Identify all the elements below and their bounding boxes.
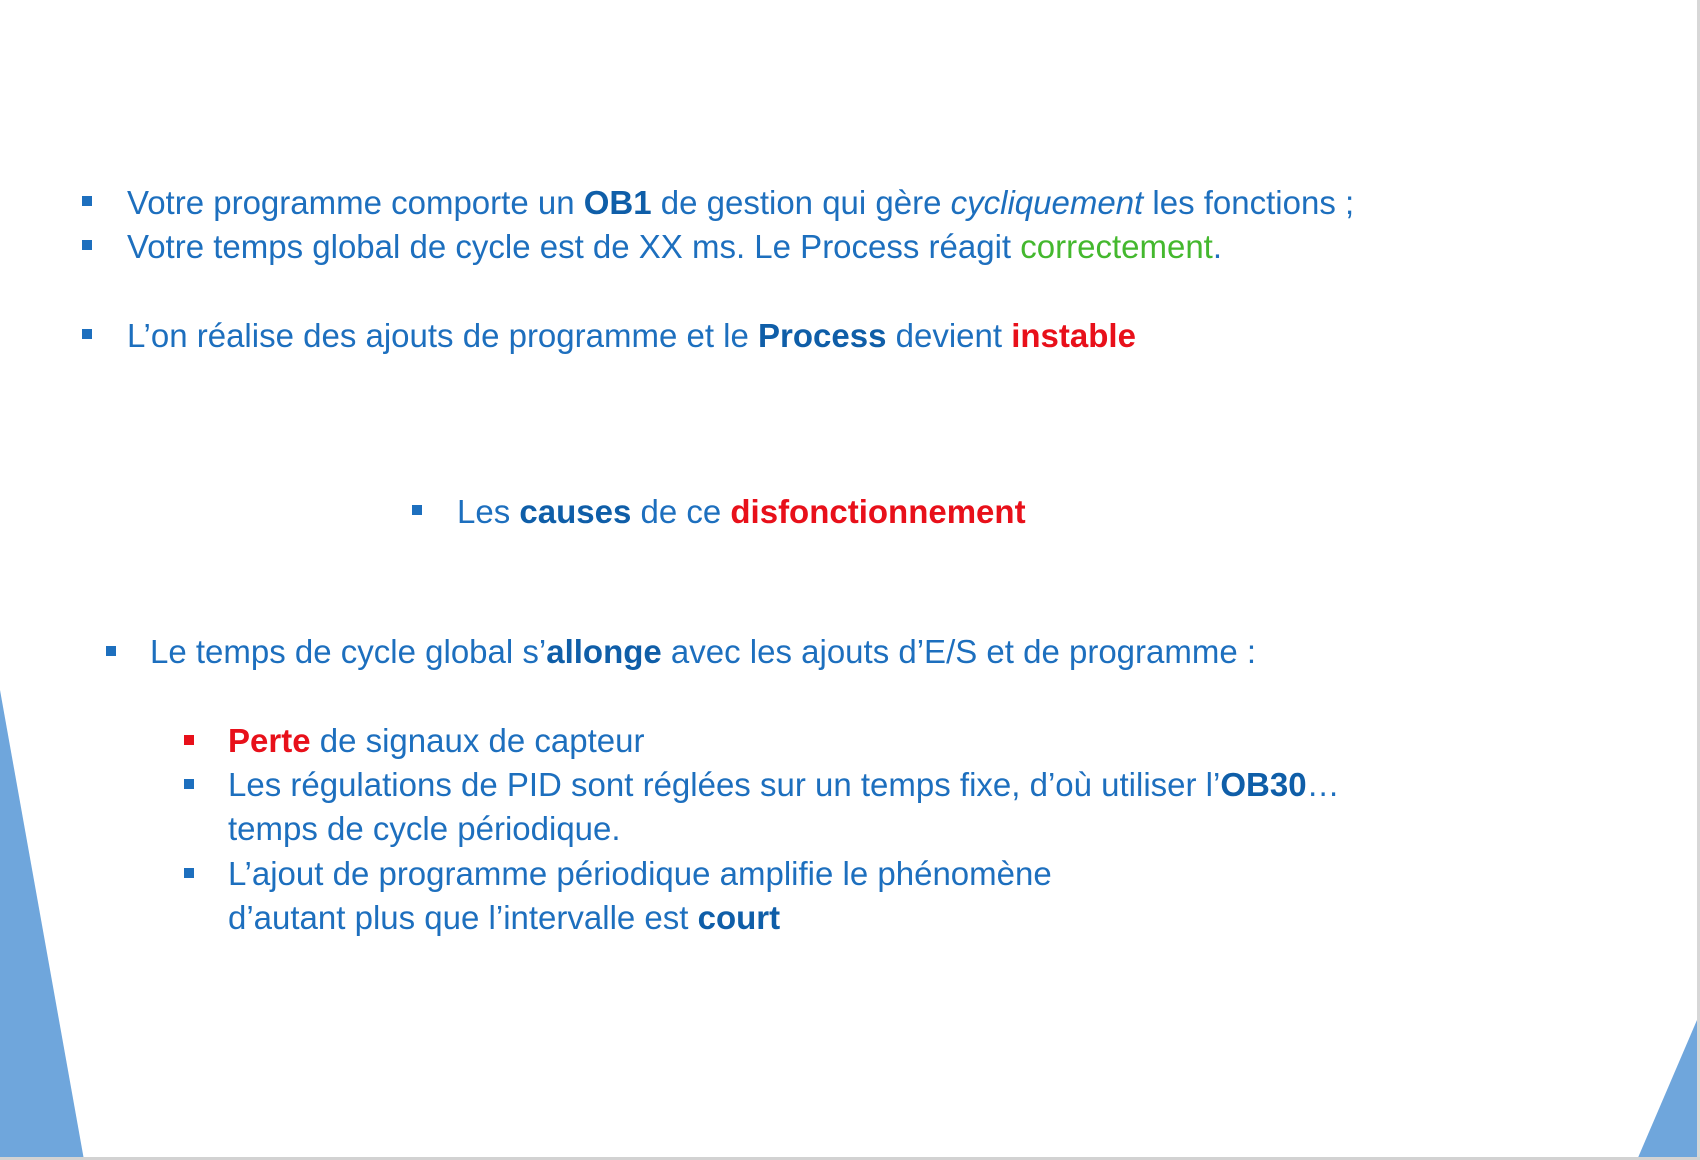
sub-bullet-ajout-court: court (697, 899, 781, 936)
sub-bullet-perte-red: Perte (228, 722, 311, 759)
bullet-square-red-icon (184, 735, 194, 745)
sub-bullet-ajout-line2 (228, 896, 780, 940)
bullet-square-icon (184, 779, 194, 789)
bullet-instable-process: Process (758, 317, 887, 354)
left-blue-triangle (0, 690, 84, 1160)
sub-bullet-perte-text: de signaux de capteur (310, 722, 645, 759)
bullet-cycle-time-period: . (1212, 228, 1223, 265)
bullet-causes-bold: causes (519, 493, 632, 530)
bullet-instable-text-2: devient (886, 317, 1012, 354)
sub-bullet-pid (228, 763, 1340, 807)
bullet-ob1-text-2: de gestion qui gère (651, 184, 951, 221)
bullet-allonge-text-1: Le temps de cycle global s’ (150, 633, 547, 670)
bullet-ob1-term: OB1 (583, 184, 652, 221)
bullet-instable-text-1: L’on réalise des ajouts de programme et le (127, 317, 759, 354)
sub-bullet-ajout: L’ajout de programme périodique amplifie le phénomène (228, 855, 1052, 892)
bullet-square-icon (82, 329, 92, 339)
bullet-causes-text-2: de ce (631, 493, 731, 530)
bullet-cycle-time (127, 225, 1222, 269)
bullet-causes-text-1: Les (457, 493, 520, 530)
bullet-allonge (150, 630, 1256, 674)
bullet-square-icon (106, 646, 116, 656)
bullet-allonge-text-2: avec les ajouts d’E/S et de programme : (661, 633, 1257, 670)
bullet-instable-red: instable (1011, 317, 1136, 354)
bullet-square-icon (412, 505, 422, 515)
sub-bullet-pid-ellipsis: … (1306, 766, 1340, 803)
sub-bullet-ajout-text: d’autant plus que l’intervalle est (228, 899, 698, 936)
right-blue-triangle (1637, 1020, 1697, 1160)
bullet-causes (457, 490, 1026, 534)
bullet-ob1-italic: cycliquement (950, 184, 1144, 221)
sub-bullet-pid-line2: temps de cycle périodique. (228, 810, 621, 847)
bullet-instable (127, 314, 1136, 358)
bullet-square-icon (82, 196, 92, 206)
bullet-ob1-text-3: les fonctions ; (1143, 184, 1355, 221)
bullet-cycle-time-green: correctement (1020, 228, 1213, 265)
bullet-square-icon (184, 868, 194, 878)
bullet-ob1-text-1: Votre programme comporte un (127, 184, 584, 221)
sub-bullet-perte (228, 719, 644, 763)
bullet-ob1 (127, 181, 1354, 225)
sub-bullet-pid-text: Les régulations de PID sont réglées sur un temps fixe, d’où utiliser l’ (228, 766, 1221, 803)
sub-bullet-pid-ob30: OB30 (1220, 766, 1307, 803)
bullet-cycle-time-text: Votre temps global de cycle est de XX ms. Le Process réagit (127, 228, 1021, 265)
bullet-causes-red: disfonctionnement (730, 493, 1026, 530)
bullet-allonge-bold: allonge (546, 633, 662, 670)
bullet-square-icon (82, 240, 92, 250)
